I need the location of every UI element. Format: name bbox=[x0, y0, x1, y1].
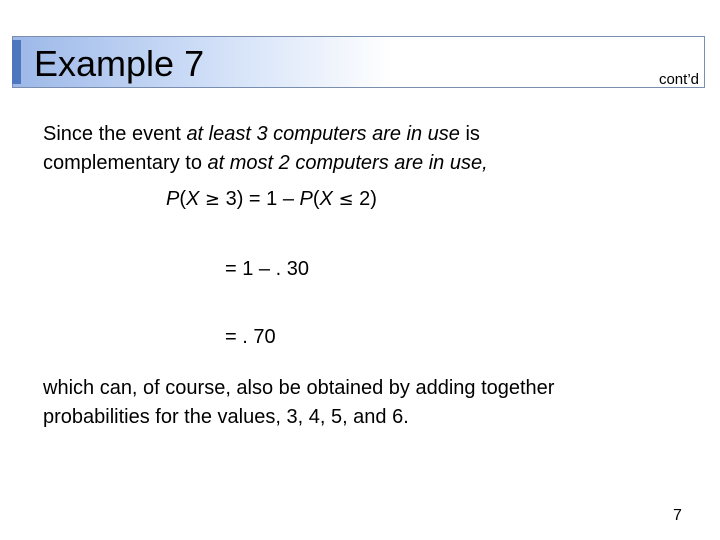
continued-label: cont’d bbox=[658, 71, 699, 88]
intro-line-1: Since the event at least 3 computers are in use is bbox=[43, 123, 480, 145]
conclusion-line-1: which can, of course, also be obtained by adding together bbox=[43, 377, 555, 399]
equation-step-2: = 1 – . 30 bbox=[225, 258, 309, 280]
event-at-least-3: at least 3 computers are in use bbox=[186, 123, 460, 145]
title-accent-bar bbox=[12, 40, 21, 84]
slide-title: Example 7 bbox=[34, 43, 205, 84]
intro-paragraph bbox=[43, 120, 488, 178]
equation-complement: P(X ≥ 3) = 1 – P(X ≤ 2) bbox=[166, 188, 377, 210]
equation-result: = . 70 bbox=[225, 326, 276, 348]
intro-line-2: complementary to at most 2 computers are in use, bbox=[43, 152, 488, 174]
less-equal-symbol: ≤ bbox=[338, 189, 354, 210]
conclusion-line-2: probabilities for the values, 3, 4, 5, and 6. bbox=[43, 406, 409, 428]
greater-equal-symbol: ≥ bbox=[204, 189, 221, 210]
conclusion-paragraph bbox=[43, 374, 554, 432]
page-number: 7 bbox=[673, 507, 682, 524]
event-at-most-2: at most 2 computers are in use, bbox=[207, 152, 488, 174]
